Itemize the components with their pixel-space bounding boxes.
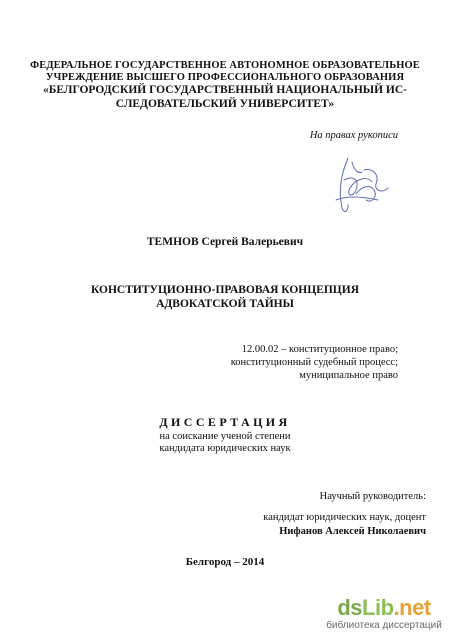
dissertation-title-line-2: АДВОКАТСКОЙ ТАЙНЫ [156, 298, 294, 310]
advisor-label: Научный руководитель: [319, 491, 426, 502]
dissertation-title-line-1: КОНСТИТУЦИОННО-ПРАВОВАЯ КОНЦЕПЦИЯ [90, 284, 360, 296]
advisor-name: Нифанов Алексей Николаевич [279, 526, 426, 537]
rights-note: На правах рукописи [309, 130, 398, 141]
watermark-subtitle: библиотека диссертаций [326, 620, 442, 631]
advisor-block [263, 490, 426, 539]
specialty-block [231, 343, 398, 382]
dslib-logo [324, 596, 444, 620]
dissertation-heading: ДИССЕРТАЦИЯ [159, 415, 291, 429]
specialty-line-1: 12.00.02 – конституционное право; [241, 344, 398, 355]
advisor-degree: кандидат юридических наук, доцент [263, 512, 426, 523]
university-line-2: СЛЕДОВАТЕЛЬСКИЙ УНИВЕРСИТЕТ» [115, 98, 335, 110]
dslib-watermark [324, 596, 444, 632]
city-year: Белгород – 2014 [185, 556, 265, 568]
logo-net: .net [393, 595, 431, 620]
university-line-1: «БЕЛГОРОДСКИЙ ГОСУДАРСТВЕННЫЙ НАЦИОНАЛЬНЫЙ ИС- [43, 84, 407, 96]
header-line-2: УЧРЕЖДЕНИЕ ВЫСШЕГО ПРОФЕССИОНАЛЬНОГО ОБРАЗОВАНИЯ [45, 72, 405, 83]
specialty-line-3: муниципальное право [299, 370, 398, 381]
degree-line-2: кандидата юридических наук [159, 443, 291, 454]
author-name: ТЕМНОВ Сергей Валерьевич [146, 236, 304, 248]
header-line-1: ФЕДЕРАЛЬНОЕ ГОСУДАРСТВЕННОЕ АВТОНОМНОЕ ОБРАЗОВАТЕЛЬНОЕ [30, 60, 420, 71]
handwritten-signature-icon [326, 150, 396, 220]
degree-line-1: на соискание ученой степени [159, 431, 291, 442]
logo-lib: Lib [362, 595, 394, 620]
logo-ds: ds [337, 595, 363, 620]
specialty-line-2: конституционный судебный процесс; [230, 357, 398, 368]
